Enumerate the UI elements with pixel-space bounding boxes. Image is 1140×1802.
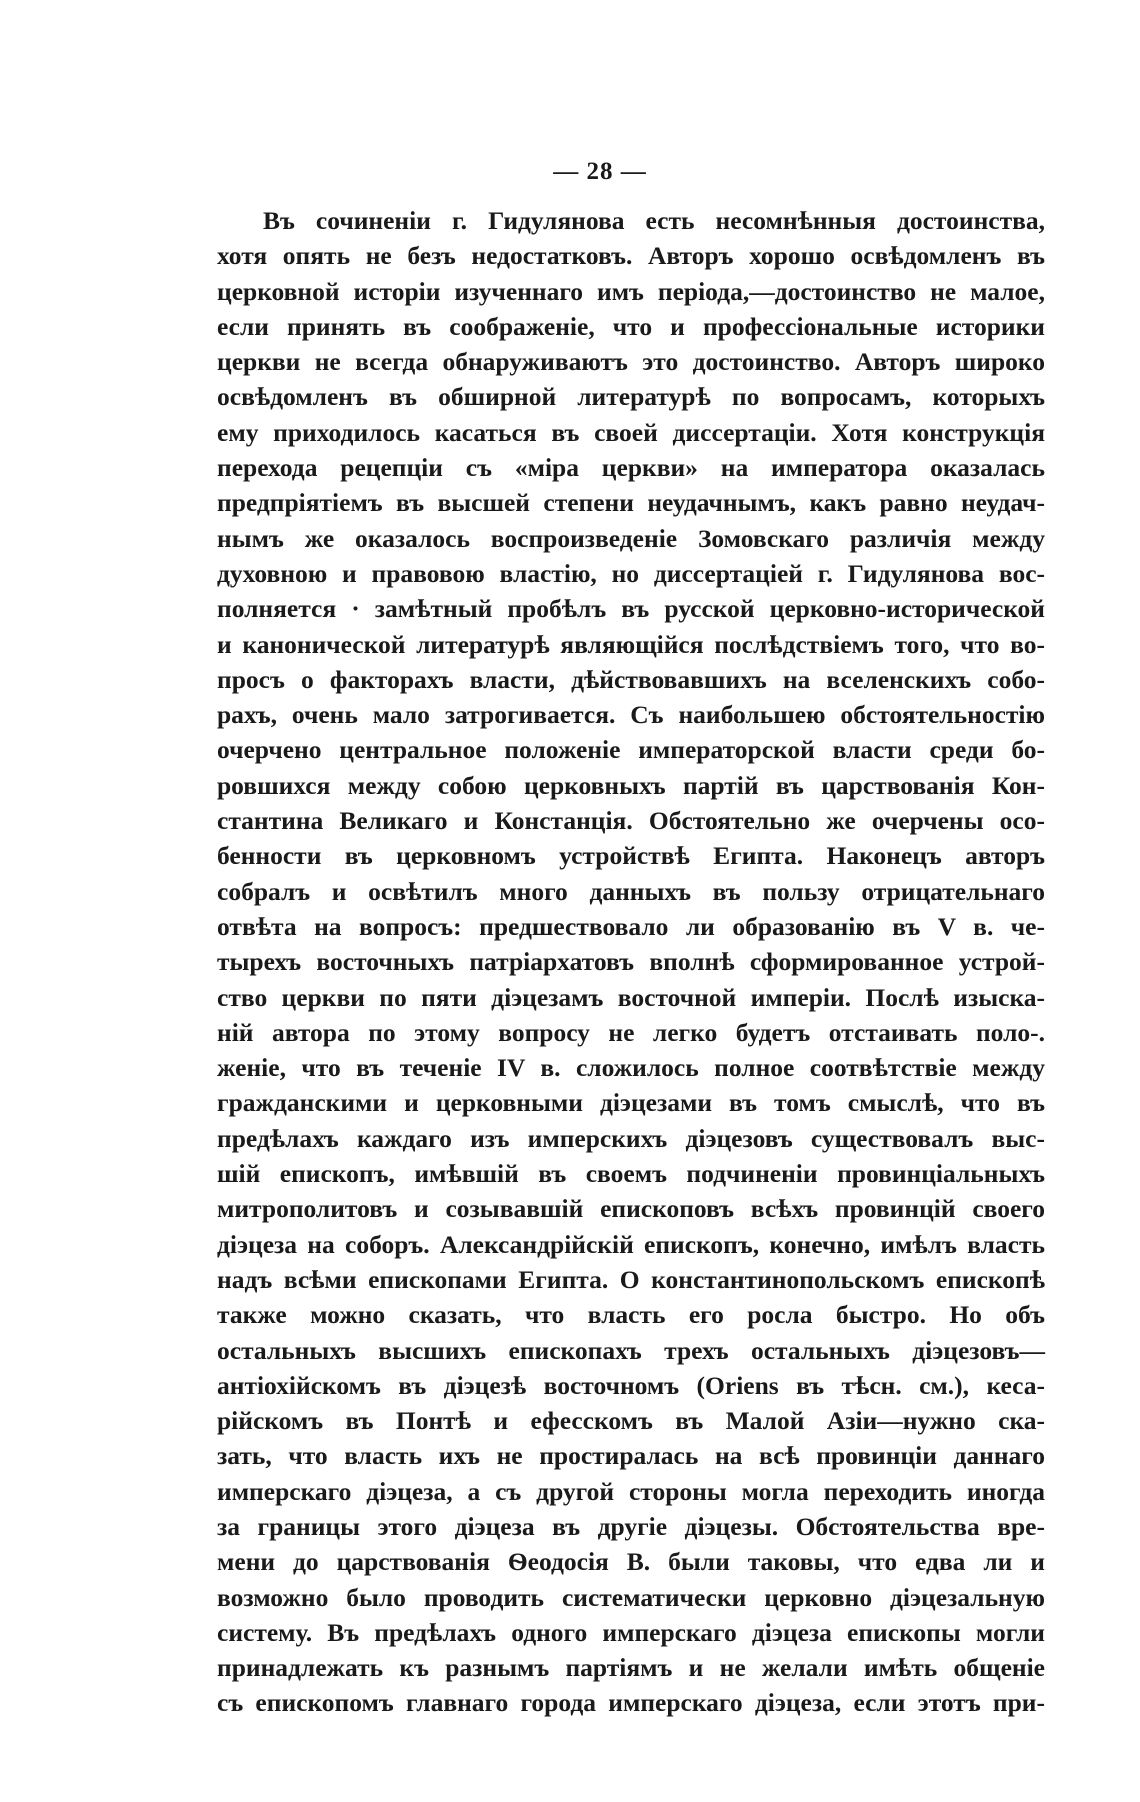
text-line: церкви не всегда обнаруживаютъ это достоинство. Авторъ широко xyxy=(217,347,1045,377)
text-line: систему. Въ предѣлахъ одного имперскаго діэцеза епископы могли xyxy=(217,1617,1045,1647)
text-line: предпріятіемъ въ высшей степени неудачнымъ, какъ равно неудач- xyxy=(217,488,1045,518)
text-line: хотя опять не безъ недостатковъ. Авторъ хорошо освѣдомленъ въ xyxy=(217,241,1045,271)
text-line: отвѣта на вопросъ: предшествовало ли образованію въ V в. че- xyxy=(217,911,1045,941)
text-line: тырехъ восточныхъ патріархатовъ вполнѣ сформированное устрой- xyxy=(217,947,1045,977)
text-line: мени до царствованія Ѳеодосія В. были таковы, что едва ли и xyxy=(217,1547,1045,1577)
text-line: діэцеза на соборъ. Александрійскій епископъ, конечно, имѣлъ власть xyxy=(217,1229,1045,1259)
text-line: полняется · замѣтный пробѣлъ въ русской церковно-исторической xyxy=(217,594,1045,624)
text-line: женіе, что въ теченіе IV в. сложилось полное соотвѣтствіе между xyxy=(217,1053,1045,1083)
text-line: ство церкви по пяти діэцезамъ восточной имперіи. Послѣ изыска- xyxy=(217,982,1045,1012)
text-line: перехода рецепціи съ «міра церкви» на императора оказалась xyxy=(217,453,1045,483)
text-line: бенности въ церковномъ устройствѣ Египта. Наконецъ авторъ xyxy=(217,841,1045,871)
text-line: съ епископомъ главнаго города имперскаго діэцеза, если этотъ при- xyxy=(217,1688,1045,1718)
text-line: Въ сочиненіи г. Гидулянова есть несомнѣнныя достоинства, xyxy=(263,206,1045,235)
text-line: зать, что власть ихъ не простиралась на всѣ провинціи даннаго xyxy=(217,1441,1045,1471)
text-line: духовною и правовою властію, но диссертаціей г. Гидулянова вос- xyxy=(217,558,1045,588)
text-line: за границы этого діэцеза въ другіе діэцезы. Обстоятельства вре- xyxy=(217,1511,1045,1541)
text-line: остальныхъ высшихъ епископахъ трехъ остальныхъ діэцезовъ— xyxy=(217,1335,1045,1365)
text-line: если принять въ соображеніе, что и профессіональные историки xyxy=(217,311,1045,341)
text-line: предѣлахъ каждаго изъ имперскихъ діэцезовъ существовалъ выс- xyxy=(217,1123,1045,1153)
text-line: гражданскими и церковными діэцезами въ томъ смыслѣ, что въ xyxy=(217,1088,1045,1118)
text-line: шій епископъ, имѣвшій въ своемъ подчиненіи провинціальныхъ xyxy=(217,1159,1045,1189)
text-line: очерчено центральное положеніе императорской власти среди бо- xyxy=(217,735,1045,765)
text-line: стантина Великаго и Констанція. Обстоятельно же очерчены осо- xyxy=(217,806,1045,836)
text-line: просъ о факторахъ власти, дѣйствовавшихъ на вселенскихъ собо- xyxy=(217,664,1045,694)
text-line: освѣдомленъ въ обширной литературѣ по вопросамъ, которыхъ xyxy=(217,382,1045,412)
text-line: церковной исторіи изученнаго имъ періода,—достоинство не малое, xyxy=(217,276,1045,306)
text-line: возможно было проводить систематически церковно діэцезальную xyxy=(217,1582,1045,1612)
text-line: собралъ и освѣтилъ много данныхъ въ пользу отрицательнаго xyxy=(217,876,1045,906)
text-line: ній автора по этому вопросу не легко будетъ отстаивать поло-. xyxy=(217,1017,1045,1047)
text-line: нымъ же оказалось воспроизведеніе Зомовскаго различія между xyxy=(217,523,1045,553)
text-line: ровшихся между собою церковныхъ партій въ царствованія Кон- xyxy=(217,770,1045,800)
text-line: также можно сказать, что власть его росла быстро. Но объ xyxy=(217,1300,1045,1330)
text-line: имперскаго діэцеза, а съ другой стороны могла переходить иногда xyxy=(217,1476,1045,1506)
text-line: рійскомъ въ Понтѣ и ефесскомъ въ Малой Азіи—нужно ска- xyxy=(217,1406,1045,1436)
text-line: рахъ, очень мало затрогивается. Съ наибольшею обстоятельностію xyxy=(217,700,1045,730)
body-text xyxy=(217,203,1045,1721)
text-line: и канонической литературѣ являющійся послѣдствіемъ того, что во- xyxy=(217,629,1045,659)
text-line: принадлежать къ разнымъ партіямъ и не желали имѣть общеніе xyxy=(217,1653,1045,1683)
text-line: антіохійскомъ въ діэцезѣ восточномъ (Oriens въ тѣсн. см.), кеса- xyxy=(217,1370,1045,1400)
text-line: надъ всѣми епископами Египта. О константинопольскомъ епископѣ xyxy=(217,1264,1045,1294)
text-line: ему приходилось касаться въ своей диссертаціи. Хотя конструкція xyxy=(217,417,1045,447)
text-line: митрополитовъ и созывавшій епископовъ всѣхъ провинцій своего xyxy=(217,1194,1045,1224)
page-number: — 28 — xyxy=(553,158,647,185)
